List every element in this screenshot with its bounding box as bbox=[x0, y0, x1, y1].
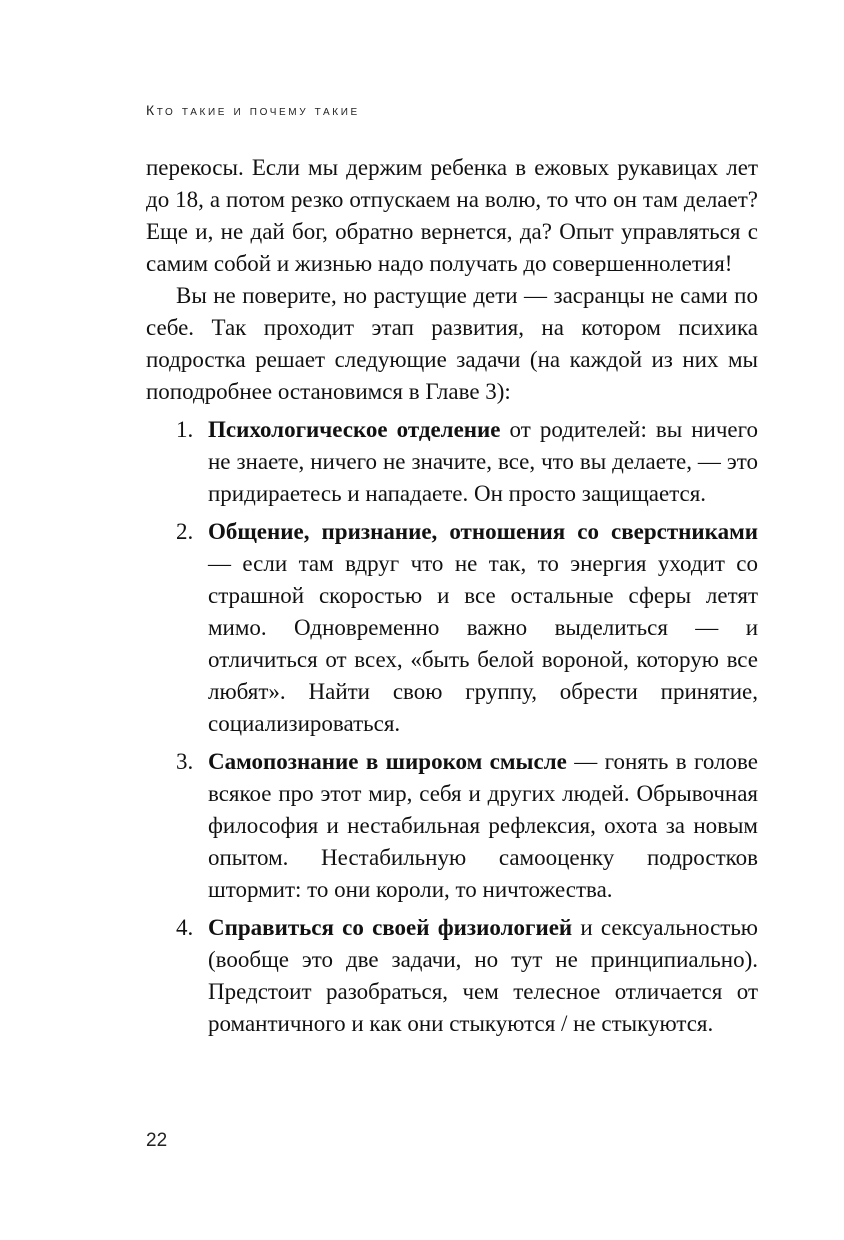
list-item-number: 3. bbox=[176, 749, 194, 774]
list-item-text: — гонять в голове всякое про этот мир, себя и других людей. Обрывочная философия и нестабильная рефлексия, охота за новым опытом. Нестабильную самооценку подростков штормит: то они короли, то ничтожества. bbox=[208, 749, 758, 902]
page-number: 22 bbox=[146, 1130, 168, 1151]
list-item-number: 1. bbox=[176, 417, 194, 442]
list-item-text: от родителей: вы ничего не знаете, ничего не значите, все, что вы делаете, — это придираетесь и нападаете. Он просто защищается. bbox=[208, 417, 758, 506]
list-item-number: 2. bbox=[176, 519, 194, 544]
list-item-text: и сексуальностью (вообще это две задачи, но тут не принципиально). Предстоит разобраться, чем телесное отличается от романтичного и как они стыкуются / не стыкуются. bbox=[208, 915, 758, 1036]
paragraph-2: Вы не поверите, но растущие дети — засранцы не сами по себе. Так проходит этап развития, на котором психика подростка решает следующие задачи (на каждой из них мы поподробнее остановимся в Главе 3): bbox=[146, 283, 758, 404]
list-item-bold: Справиться со своей физиологией bbox=[208, 915, 573, 940]
paragraph-1: перекосы. Если мы держим ребенка в ежовых рукавицах лет до 18, а потом резко отпускаем на волю, то что он там делает? Еще и, не дай бог, обратно вернется, да? Опыт управляться с самим собой и жизнью надо получать до совершеннолетия! bbox=[146, 155, 758, 276]
list-item-bold: Самопознание в широком смысле bbox=[208, 749, 567, 774]
list-item bbox=[146, 912, 758, 1040]
list-item bbox=[146, 746, 758, 906]
list-item bbox=[146, 516, 758, 740]
list-item bbox=[146, 414, 758, 510]
body-text bbox=[146, 152, 758, 1040]
list-item-number: 4. bbox=[176, 915, 194, 940]
list-item-bold: Общение, признание, отношения со сверстниками bbox=[208, 519, 758, 544]
list-item-bold: Психологическое отделение bbox=[208, 417, 501, 442]
running-head: Кто такие и почему такие bbox=[146, 102, 360, 118]
task-list bbox=[146, 414, 758, 1040]
list-item-text: — если там вдруг что не так, то энергия уходит со страшной скоростью и все остальные сферы летят мимо. Одновременно важно выделиться — и отличиться от всех, «быть белой вороной, которую все любят». Найти свою группу, обрести принятие, социализироваться. bbox=[208, 551, 758, 736]
